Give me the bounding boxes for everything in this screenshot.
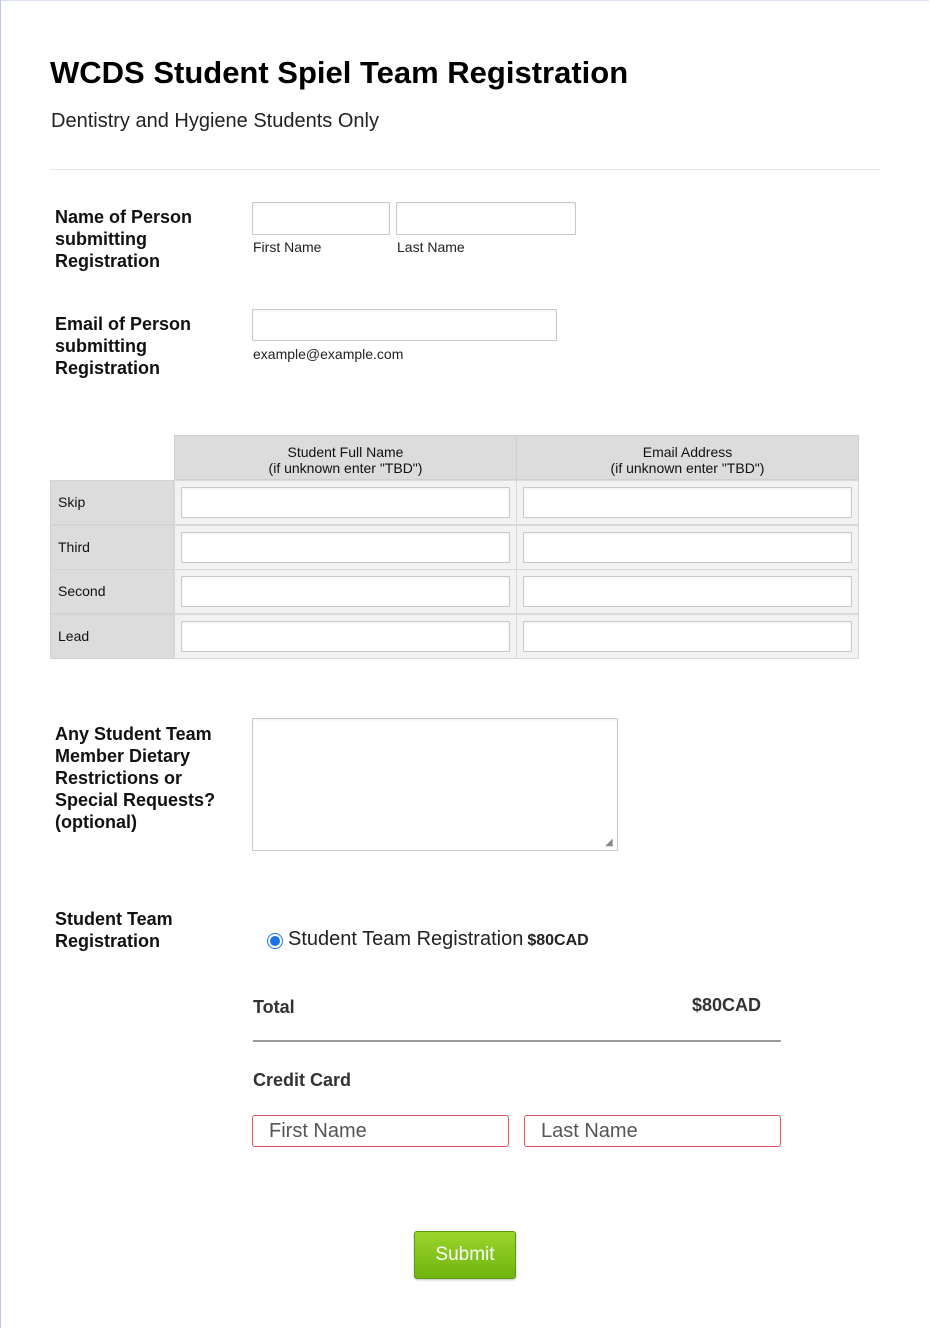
matrix-cell bbox=[516, 480, 859, 525]
radio-selected-dot bbox=[270, 936, 280, 946]
first-name-input[interactable] bbox=[252, 202, 390, 235]
product-radio[interactable] bbox=[267, 933, 283, 949]
matrix-header-name bbox=[174, 435, 517, 480]
email-sublabel: example@example.com bbox=[253, 346, 404, 362]
matrix-header-name-line2: (if unknown enter "TBD") bbox=[268, 460, 423, 476]
matrix-cell bbox=[174, 569, 517, 614]
product-option[interactable] bbox=[288, 928, 589, 951]
last-name-sublabel: Last Name bbox=[397, 239, 465, 255]
submit-button[interactable]: Submit bbox=[414, 1231, 516, 1279]
second-email-input[interactable] bbox=[523, 576, 852, 607]
third-email-input[interactable] bbox=[523, 532, 852, 563]
matrix-cell bbox=[174, 480, 517, 525]
team-matrix bbox=[50, 435, 859, 659]
product-option-price: $80CAD bbox=[527, 932, 589, 949]
dietary-textarea[interactable] bbox=[252, 718, 618, 851]
matrix-row-label-skip: Skip bbox=[50, 480, 174, 525]
product-field-label: Student Team Registration bbox=[55, 909, 173, 951]
header-divider bbox=[50, 169, 880, 170]
total-label: Total bbox=[253, 997, 295, 1017]
matrix-row-label-third: Third bbox=[50, 525, 174, 570]
dietary-field-label: Any Student Team Member Dietary Restrictions or Special Requests? (optional) bbox=[55, 724, 216, 832]
cc-first-name-input[interactable]: First Name bbox=[252, 1115, 509, 1147]
matrix-cell bbox=[174, 614, 517, 659]
matrix-row-label-lead: Lead bbox=[50, 614, 174, 659]
email-field-label: Email of Person submitting Registration bbox=[55, 314, 192, 378]
lead-name-input[interactable] bbox=[181, 621, 510, 652]
total-divider bbox=[253, 1040, 781, 1042]
resize-handle-icon[interactable]: ◢ bbox=[605, 837, 613, 848]
product-option-label: Student Team Registration bbox=[288, 928, 524, 950]
matrix-cell bbox=[516, 525, 859, 570]
matrix-cell bbox=[516, 569, 859, 614]
page-title: WCDS Student Spiel Team Registration bbox=[50, 55, 629, 90]
third-name-input[interactable] bbox=[181, 532, 510, 563]
matrix-header-email bbox=[516, 435, 859, 480]
skip-email-input[interactable] bbox=[523, 487, 852, 518]
last-name-input[interactable] bbox=[396, 202, 576, 235]
cc-last-name-input[interactable]: Last Name bbox=[524, 1115, 781, 1147]
matrix-cell bbox=[516, 614, 859, 659]
first-name-sublabel: First Name bbox=[253, 239, 322, 255]
matrix-header-name-line1: Student Full Name bbox=[287, 444, 404, 460]
email-input[interactable] bbox=[252, 309, 557, 341]
credit-card-label: Credit Card bbox=[253, 1070, 352, 1090]
second-name-input[interactable] bbox=[181, 576, 510, 607]
skip-name-input[interactable] bbox=[181, 487, 510, 518]
lead-email-input[interactable] bbox=[523, 621, 852, 652]
matrix-cell bbox=[174, 525, 517, 570]
matrix-row-label-second: Second bbox=[50, 569, 174, 614]
name-field-label: Name of Person submitting Registration bbox=[55, 207, 193, 271]
page-subtitle: Dentistry and Hygiene Students Only bbox=[51, 110, 379, 132]
total-value: $80CAD bbox=[692, 995, 762, 1015]
matrix-header-email-line1: Email Address bbox=[642, 444, 733, 460]
matrix-header-email-line2: (if unknown enter "TBD") bbox=[610, 460, 765, 476]
